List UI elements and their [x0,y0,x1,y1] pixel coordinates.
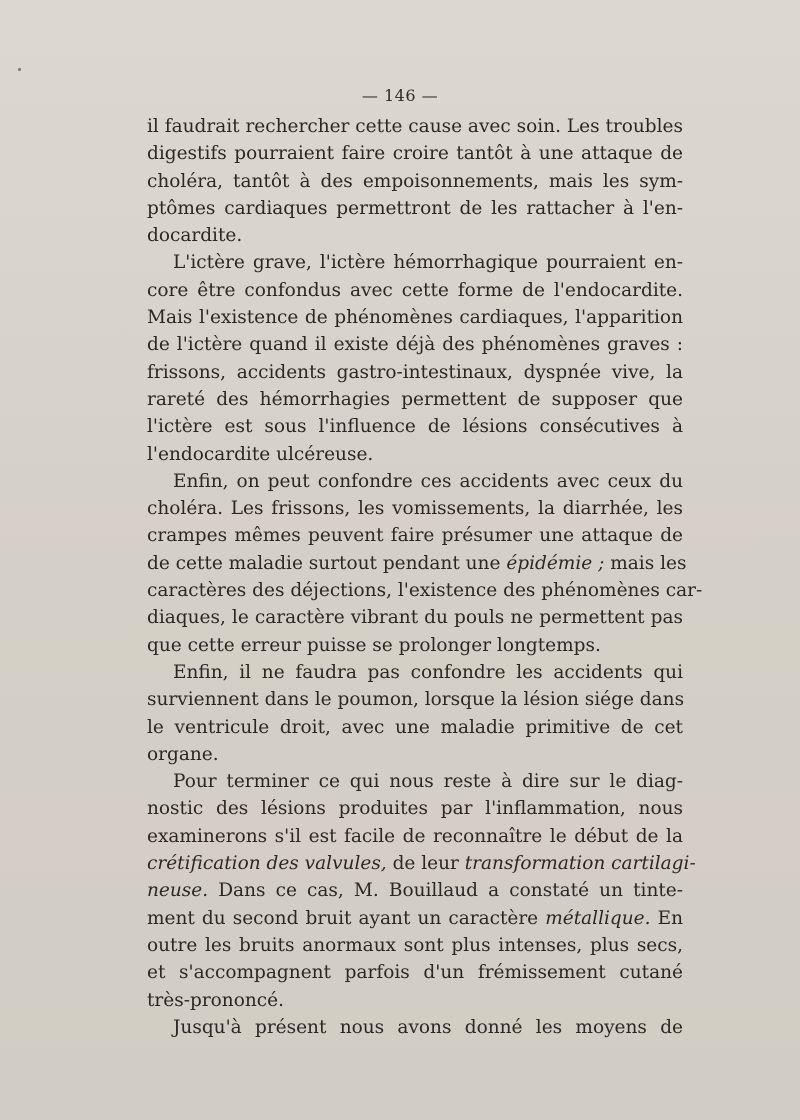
text-line [147,795,683,822]
text-line [147,714,683,741]
text-line [147,249,683,276]
text-segment: L'ictère grave, l'ictère hémorrhagique pourraient en- [173,252,683,274]
body-text [147,113,703,1041]
text-line [147,495,683,522]
text-segment: core être confondus avec cette forme de l'endocardite. [147,279,683,301]
text-segment: crampes mêmes peuvent faire présumer une attaque de [147,525,683,547]
text-segment: très-prononcé. [147,989,284,1011]
italic-text: neuse. [147,880,209,902]
text-segment: choléra. Les frissons, les vomissements, la diarrhée, les [147,498,683,520]
text-line [147,877,683,904]
text-segment: mais les [604,552,687,574]
text-line [147,413,683,440]
text-line [147,331,683,358]
text-segment: Jusqu'à présent nous avons donné les moyens de [173,1016,683,1038]
text-segment: Enfin, il ne faudra pas confondre les accidents qui [173,661,683,683]
text-line [147,195,683,222]
text-segment: l'ictère est sous l'influence de lésions consécutives à [147,416,683,438]
text-segment: il faudrait rechercher cette cause avec soin. Les troubles [147,116,683,137]
text-segment: diaques, le caractère vibrant du pouls ne permettent pas [147,607,683,629]
text-line [147,768,683,795]
text-segment: caractères des déjections, l'existence des phénomènes car- [147,580,703,602]
text-line [147,741,683,768]
italic-text: crétification des valvules, [147,853,387,875]
text-line [147,522,683,549]
text-segment: Pour terminer ce qui nous reste à dire sur le diag- [173,771,683,793]
paper-speck [18,68,21,71]
text-segment: l'endocardite ulcéreuse. [147,443,374,465]
text-segment: organe. [147,743,219,765]
page-number: — 146 — [361,86,439,105]
text-line [147,1014,683,1041]
text-segment: digestifs pourraient faire croire tantôt à une attaque de [147,143,683,165]
text-line [147,987,683,1014]
text-segment: outre les bruits anormaux sont plus intenses, plus secs, [147,934,683,956]
text-line [147,959,683,986]
text-segment: ptômes cardiaques permettront de les rattacher à l'en- [147,197,683,219]
text-line [147,632,683,659]
text-segment: surviennent dans le poumon, lorsque la lésion siége dans [147,689,685,711]
text-segment: rareté des hémorrhagies permettent de supposer que [147,388,683,410]
text-segment: examinerons s'il est facile de reconnaître le début de la [147,825,683,847]
text-segment: docardite. [147,225,243,247]
text-segment: Dans ce cas, M. Bouillaud a constaté un tinte- [208,880,683,902]
text-line [147,441,683,468]
text-segment: Enfin, on peut confondre ces accidents avec ceux du [173,470,683,492]
text-line [147,550,687,577]
text-line [147,604,683,631]
text-line [147,386,683,413]
text-segment: que cette erreur puisse se prolonger longtemps. [147,634,601,656]
text-segment: ment du second bruit ayant un caractère [147,907,546,929]
text-segment: de l'ictère quand il existe déjà des phénomènes graves : [147,334,683,356]
text-segment: frissons, accidents gastro-intestinaux, dyspnée vive, la [147,361,683,383]
text-line [147,113,683,140]
text-segment: et s'accompagnent parfois d'un frémissement cutané [147,962,683,984]
italic-text: épidémie ; [506,552,605,574]
text-line [147,304,683,331]
text-line [147,686,683,713]
text-line [147,932,683,959]
text-line [147,168,683,195]
text-line [147,659,683,686]
text-segment: nostic des lésions produites par l'inflammation, nous [147,798,683,820]
text-line [147,140,683,167]
text-segment: Mais l'existence de phénomènes cardiaques, l'apparition [147,307,683,329]
text-segment: de cette maladie surtout pendant une [147,552,507,574]
text-line [147,577,703,604]
text-segment: choléra, tantôt à des empoisonnements, mais les sym- [147,170,683,192]
text-line [147,823,683,850]
italic-text: métallique. [545,907,651,929]
text-line [147,277,683,304]
text-line [147,468,683,495]
text-line [147,222,683,249]
text-segment: En [650,907,683,929]
italic-text: transformation cartilagi- [464,853,696,875]
text-segment: le ventricule droit, avec une maladie primitive de cet [147,716,683,738]
text-line [147,359,683,386]
text-line [147,850,696,877]
text-line [147,905,683,932]
text-segment: de leur [386,853,465,875]
